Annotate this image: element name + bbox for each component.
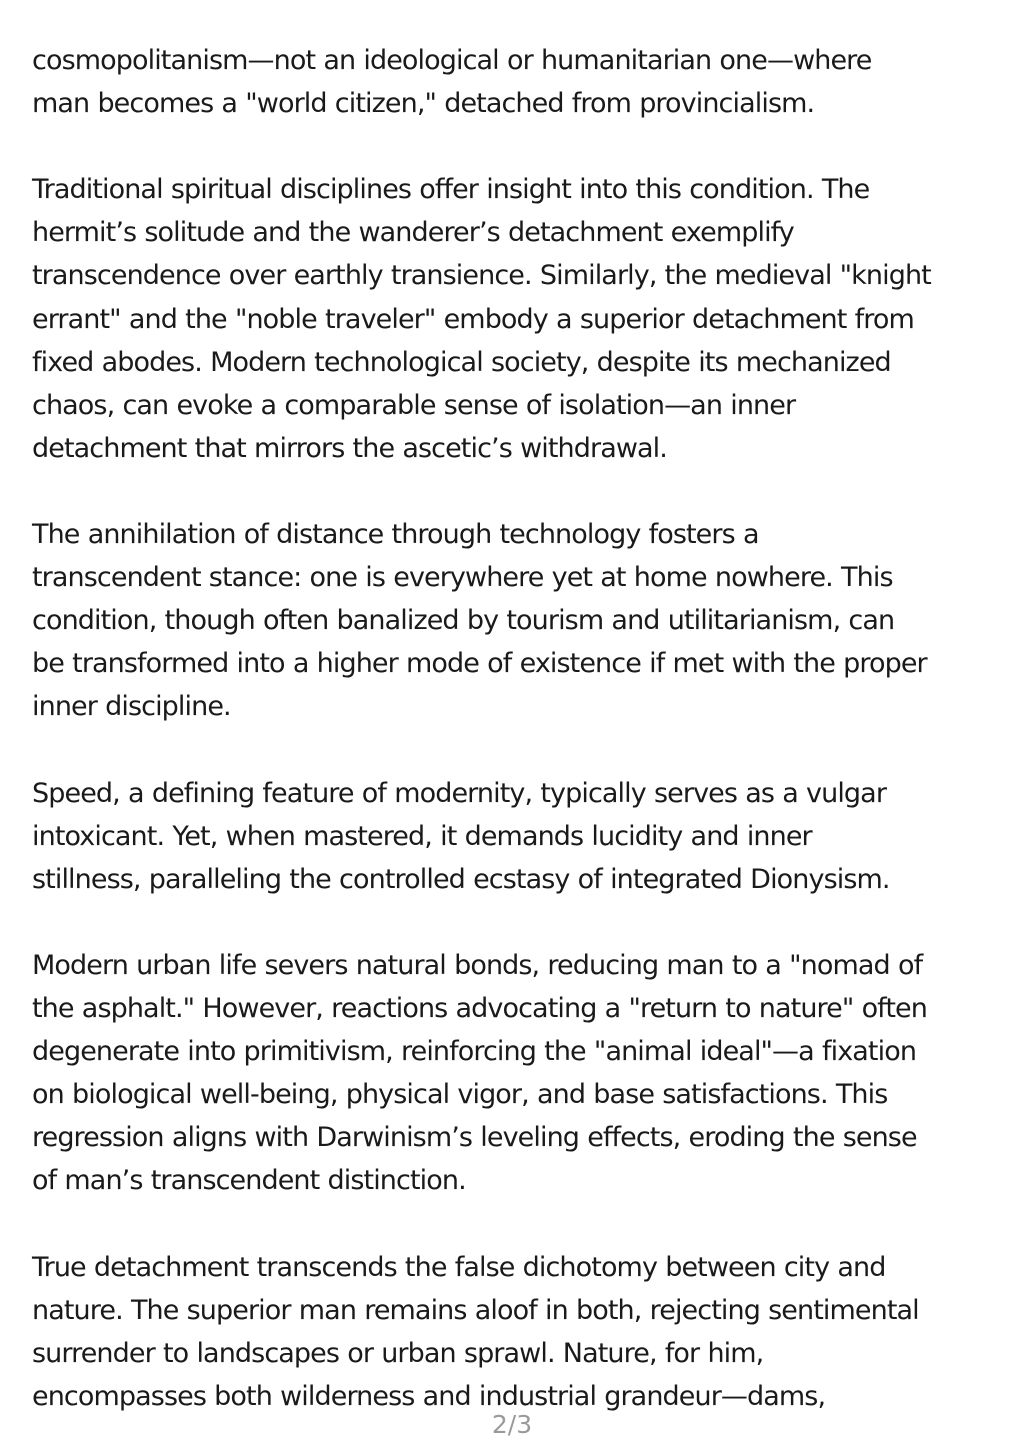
document-page xyxy=(32,39,998,1418)
paragraph-annihilation-of-distance: The annihilation of distance through technology fosters a transcendent stance: one is everywhere yet at home nowhere. This condition, though often banalized by tourism and utilitarianism, can be transformed into a higher mode of existence if met with the proper inner discipline. xyxy=(32,519,927,723)
paragraph-true-detachment: True detachment transcends the false dichotomy between city and nature. The superior man remains aloof in both, rejecting sentimental surrender to landscapes or urban sprawl. Nature, for him, encompasses both wilderness and industrial grandeur—dams, xyxy=(32,1251,919,1412)
paragraph-spiritual-disciplines: Traditional spiritual disciplines offer insight into this condition. The hermit’s solitude and the wanderer’s detachment exemplify transcendence over earthly transience. Similarly, the medieval "knight errant" and the "noble traveler" embody a superior detachment from fixed abodes. Modern technological society, despite its mechanized chaos, can evoke a comparable sense of isolation—an inner detachment that mirrors the ascetic’s withdrawal. xyxy=(32,174,931,464)
paragraph-urban-life: Modern urban life severs natural bonds, reducing man to a "nomad of the asphalt." However, reactions advocating a "return to nature" often degenerate into primitivism, reinforcing the "animal ideal"—a fixation on biological well-being, physical vigor, and base satisfactions. This regression aligns with Darwinism’s leveling effects, eroding the sense of man’s transcendent distinction. xyxy=(32,949,927,1197)
page-indicator: 2/3 xyxy=(491,1410,533,1439)
paragraph-cosmopolitanism: cosmopolitanism—not an ideological or humanitarian one—where man becomes a "world citizen," detached from provincialism. xyxy=(32,45,872,120)
paragraph-speed: Speed, a defining feature of modernity, typically serves as a vulgar intoxicant. Yet, when mastered, it demands lucidity and inner stillness, paralleling the controlled ecstasy of integrated Dionysism. xyxy=(32,777,890,895)
